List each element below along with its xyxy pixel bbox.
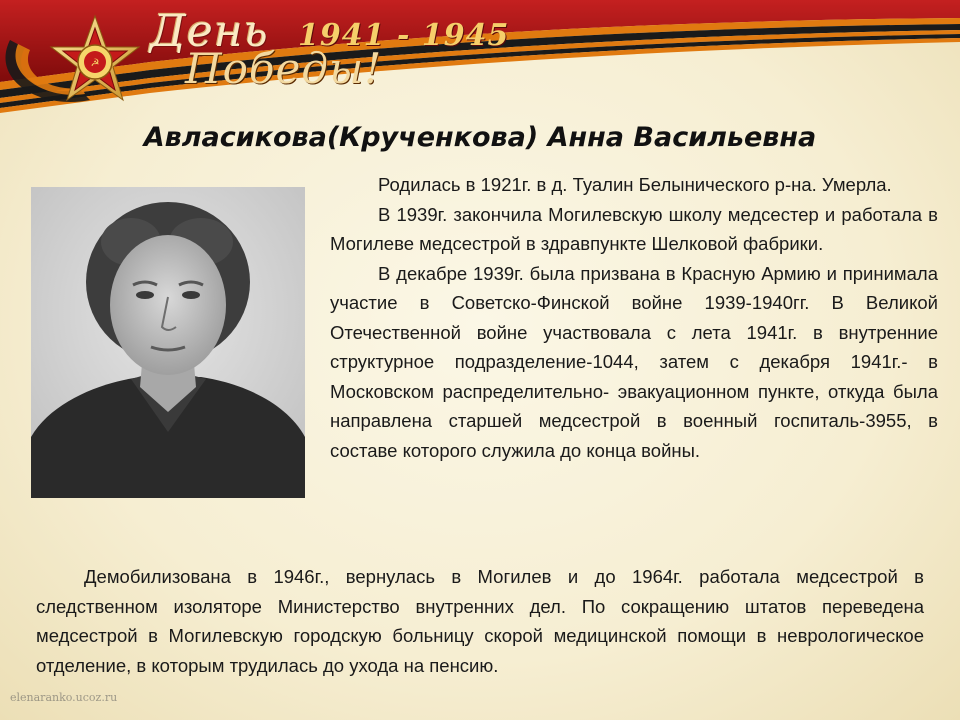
bio-paragraph-education: В 1939г. закончила Могилевскую школу медсестер и работала в Могилеве медсестрой в здравпункте Шелковой фабрики.	[330, 203, 938, 254]
svg-text:☭: ☭	[90, 58, 100, 69]
bio-paragraph-birth: Родилась в 1921г. в д. Туалин Белынического р-на. Умерла.	[378, 174, 892, 195]
portrait-image	[31, 187, 305, 498]
bio-paragraph-postwar: Демобилизована в 1946г., вернулась в Могилев и до 1964г. работала медсестрой в следственном изоляторе Министерство внутренних дел. По сокращению штатов переведена медсестрой в Могилевскую городскую больницу скорой медицинской помощи в неврологическое отделение, в которым трудилась до ухода на пенсию.	[36, 566, 924, 676]
banner-years: 1941 - 1945	[298, 18, 510, 53]
portrait-photo	[31, 187, 305, 498]
watermark: elenaranko.ucoz.ru	[10, 691, 118, 704]
header-banner	[0, 0, 960, 120]
banner-title-line2: Победы!	[185, 44, 383, 93]
person-name-heading: Авласикова(Крученкова) Анна Васильевна	[143, 122, 817, 153]
banner-title-line1: День	[150, 6, 269, 57]
biography-bottom-block	[36, 562, 924, 680]
biography-right-column	[330, 170, 938, 465]
bio-paragraph-war-service: В декабре 1939г. была призвана в Красную Армию и принимала участие в Советско-Финской войне 1939-1940гг. В Великой Отечественной войне участвовала с лета 1941г. в внутренние структурное подразделение-1044, затем с декабря 1941г.- в Московском распределительно- эвакуационном пункте, откуда была направлена старшей медсестрой в военный госпиталь-3955, в составе которого служила до конца войны.	[330, 262, 938, 461]
